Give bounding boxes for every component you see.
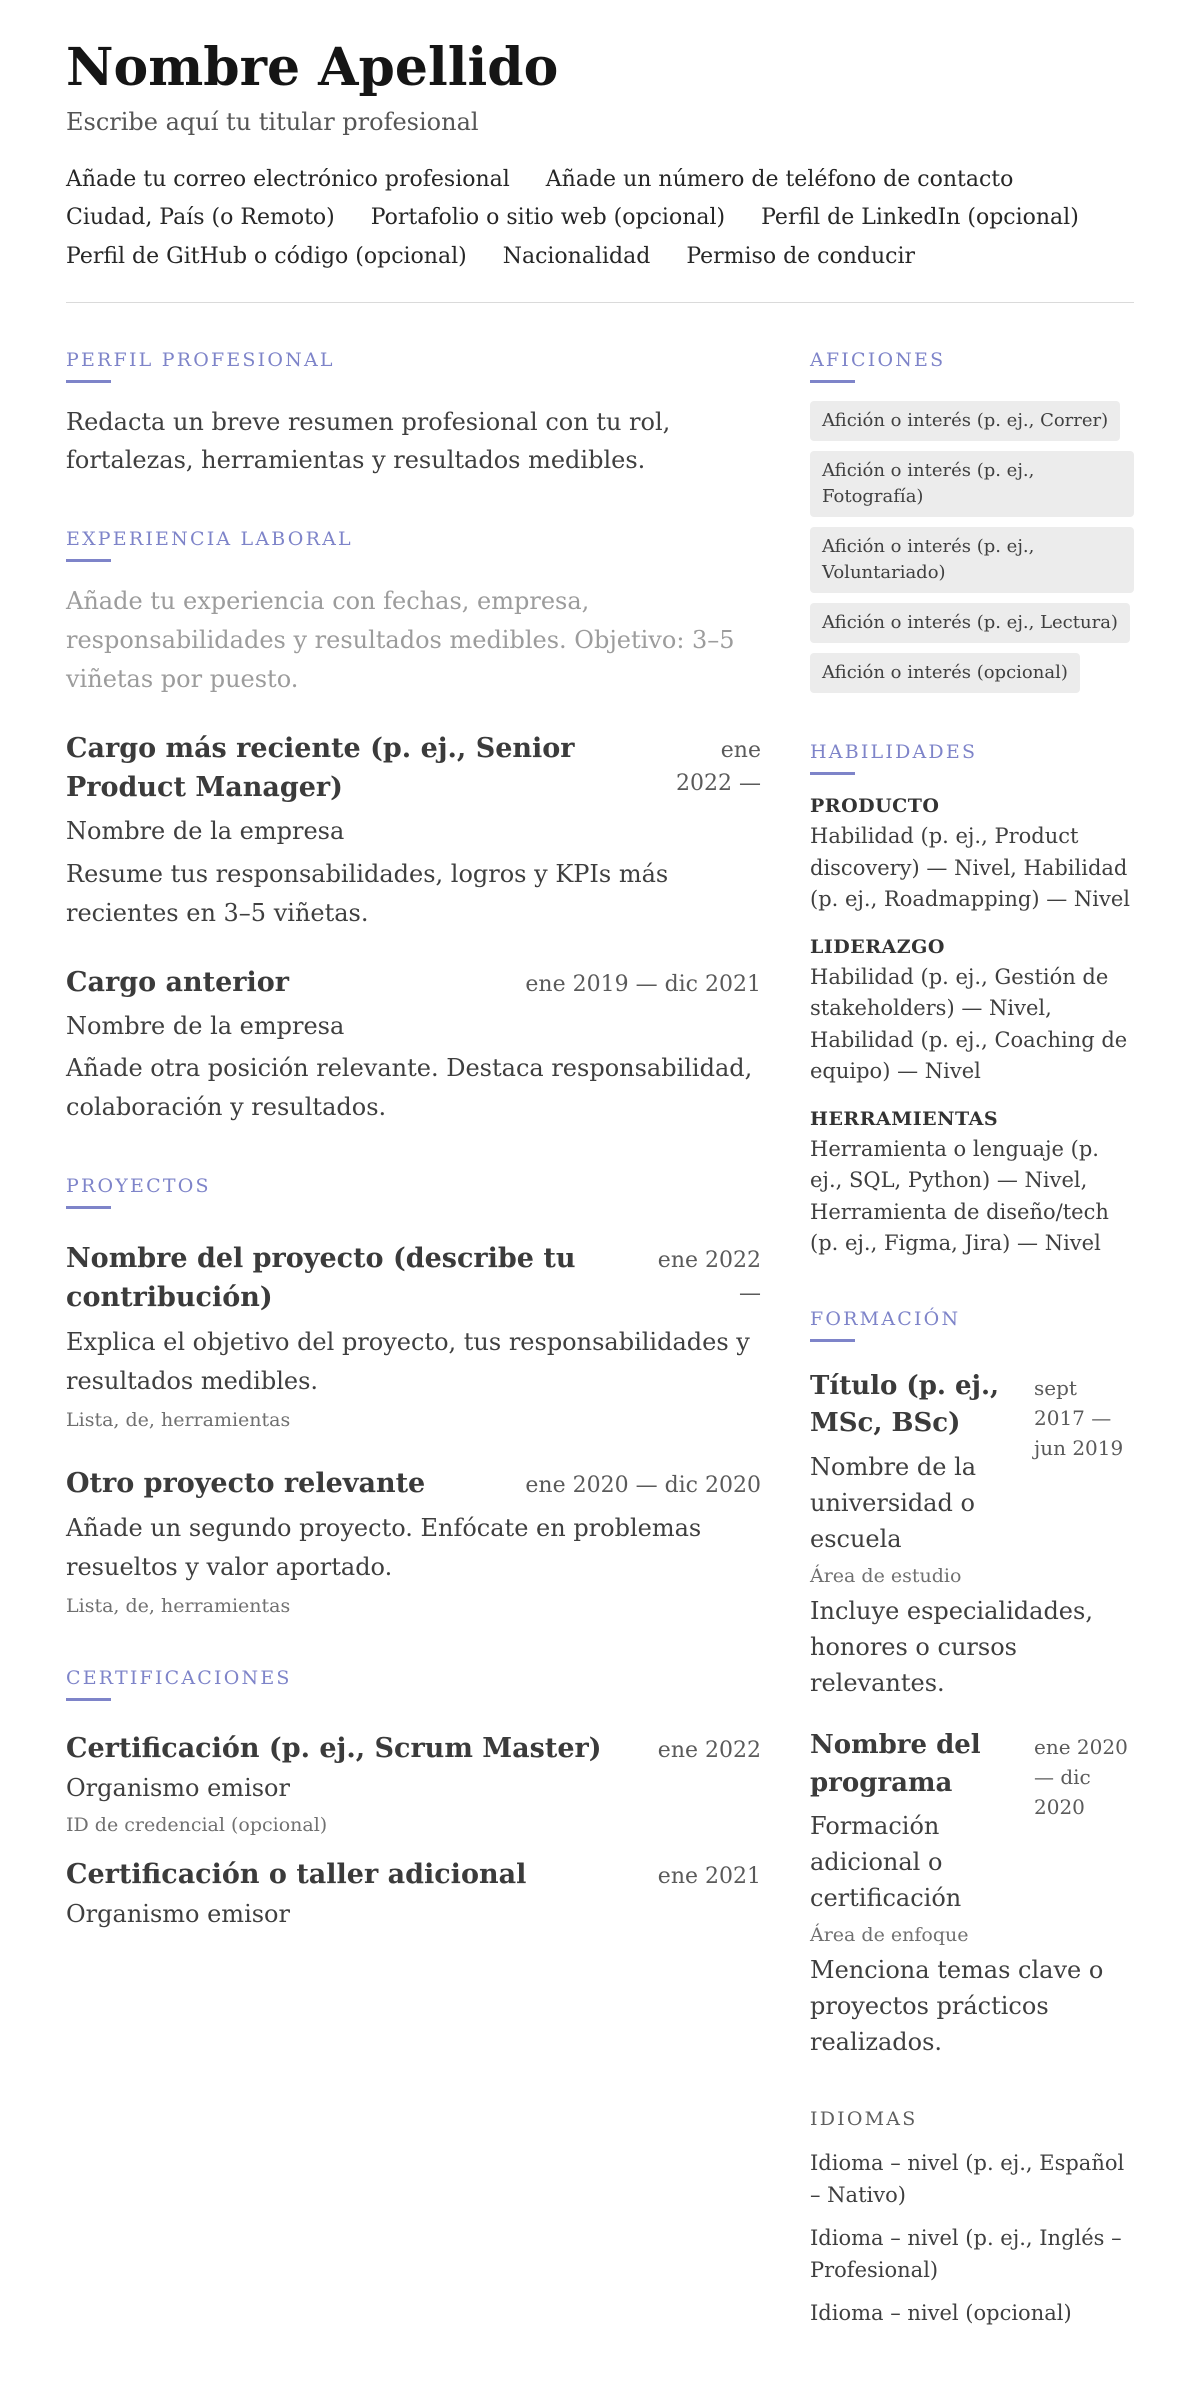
section-rule	[66, 1206, 111, 1209]
project-description: Explica el objetivo del proyecto, tus responsabilidades y resultados medibles.	[66, 1328, 750, 1396]
right-column	[810, 349, 1134, 2330]
left-column	[66, 349, 761, 2330]
experience-entry	[66, 963, 761, 1127]
skill-group	[810, 795, 1134, 916]
entry-head	[66, 1729, 761, 1768]
skill-group-name: LIDERAZGO	[810, 935, 945, 958]
contact-portfolio: Portafolio o sitio web (opcional)	[370, 205, 726, 231]
section-title: FORMACIÓN	[810, 1307, 961, 1330]
project-entry	[66, 1464, 761, 1619]
entry-head	[810, 1368, 1134, 1557]
education-main	[810, 1368, 1020, 1557]
hobby-chip: Afición o interés (p. ej., Lectura)	[810, 603, 1130, 643]
certification-entry	[66, 1729, 761, 1838]
section-experiencia-laboral	[66, 528, 761, 1127]
contact-nationality: Nacionalidad	[502, 243, 651, 269]
skill-group	[810, 936, 1134, 1088]
entry-head	[66, 1855, 761, 1894]
contact-github: Perfil de GitHub o código (opcional)	[66, 243, 467, 269]
company-name: Nombre de la empresa	[66, 1011, 345, 1040]
experience-hint: Añade tu experiencia con fechas, empresa, responsabilidades y resultados medibles. Objetivo: 3–5 viñetas por puesto.	[66, 587, 735, 694]
language-item: Idioma – nivel (p. ej., Inglés – Profesional)	[810, 2226, 1122, 2282]
professional-headline: Escribe aquí tu titular profesional	[66, 107, 479, 136]
section-certificaciones	[66, 1667, 761, 1931]
project-description: Añade un segundo proyecto. Enfócate en problemas resueltos y valor aportado.	[66, 1513, 702, 1581]
project-name: Nombre del proyecto (describe tu contribución)	[66, 1243, 576, 1314]
skill-group-body: Habilidad (p. ej., Product discovery) — Nivel, Habilidad (p. ej., Roadmapping) — Nivel	[810, 824, 1131, 912]
section-habilidades	[810, 741, 1134, 1260]
study-area: Área de enfoque	[810, 1924, 969, 1947]
contact-email: Añade tu correo electrónico profesional	[66, 166, 510, 192]
entry-head	[66, 1239, 761, 1317]
skill-group-name: PRODUCTO	[810, 795, 940, 818]
section-title: IDIOMAS	[810, 2108, 918, 2131]
job-dates: ene 2019 — dic 2021	[525, 971, 761, 997]
hobby-chip: Afición o interés (p. ej., Fotografía)	[810, 451, 1134, 517]
hobby-chip: Afición o interés (opcional)	[810, 653, 1080, 693]
hobby-chip: Afición o interés (p. ej., Voluntariado)	[810, 527, 1134, 593]
education-description: Incluye especialidades, honores o cursos relevantes.	[810, 1597, 1093, 1698]
contact-location: Ciudad, País (o Remoto)	[66, 205, 335, 231]
section-formacion	[810, 1308, 1134, 2061]
education-dates: ene 2020 — dic 2020	[1034, 1735, 1128, 1820]
resume-header	[66, 38, 1134, 303]
certification-issuer: Organismo emisor	[66, 1899, 290, 1928]
section-title: HABILIDADES	[810, 741, 978, 764]
project-dates: ene 2022 —	[657, 1248, 761, 1307]
profile-summary: Redacta un breve resumen profesional con tu rol, fortalezas, herramientas y resultados medibles.	[66, 407, 671, 475]
job-description: Resume tus responsabilidades, logros y KPIs más recientes en 3–5 viñetas.	[66, 859, 669, 927]
entry-head	[66, 963, 761, 1002]
section-rule	[66, 1698, 111, 1701]
certification-name: Certificación (p. ej., Scrum Master)	[66, 1733, 602, 1765]
section-title: PERFIL PROFESIONAL	[66, 348, 335, 371]
section-title: EXPERIENCIA LABORAL	[66, 528, 353, 551]
entry-head	[66, 729, 761, 807]
section-aficiones	[810, 349, 1134, 694]
hobby-chip-list	[810, 401, 1134, 694]
certification-dates: ene 2021	[657, 1863, 761, 1889]
project-dates: ene 2020 — dic 2020	[525, 1472, 761, 1498]
study-area: Área de estudio	[810, 1565, 962, 1588]
job-description: Añade otra posición relevante. Destaca responsabilidad, colaboración y resultados.	[66, 1054, 753, 1122]
language-item: Idioma – nivel (p. ej., Español – Nativo)	[810, 2151, 1125, 2207]
hobby-chip: Afición o interés (p. ej., Correr)	[810, 401, 1120, 441]
entry-head	[810, 1727, 1134, 1916]
job-title: Cargo anterior	[66, 966, 289, 998]
skill-group-body: Herramienta o lenguaje (p. ej., SQL, Python) — Nivel, Herramienta de diseño/tech (p. ej., Figma, Jira) — Nivel	[810, 1136, 1109, 1256]
education-description: Menciona temas clave o proyectos prácticos realizados.	[810, 1956, 1104, 2057]
language-item: Idioma – nivel (opcional)	[810, 2301, 1072, 2326]
section-idiomas	[810, 2108, 1134, 2330]
section-rule	[66, 559, 111, 562]
language-list	[810, 2148, 1134, 2330]
certification-entry	[66, 1855, 761, 1932]
experience-entry	[66, 729, 761, 933]
section-rule	[810, 1339, 855, 1342]
contact-phone: Añade un número de teléfono de contacto	[545, 166, 1014, 192]
header-divider	[66, 302, 1134, 303]
education-main	[810, 1727, 1020, 1916]
certification-credential-id: ID de credencial (opcional)	[66, 1813, 328, 1836]
project-tools: Lista, de, herramientas	[66, 1594, 291, 1617]
contact-linkedin: Perfil de LinkedIn (opcional)	[761, 205, 1079, 231]
education-dates: sept 2017 — jun 2019	[1034, 1375, 1124, 1460]
certification-name: Certificación o taller adicional	[66, 1858, 527, 1890]
job-title: Cargo más reciente (p. ej., Senior Product Manager)	[66, 732, 575, 804]
certification-dates: ene 2022	[657, 1738, 761, 1764]
section-perfil-profesional	[66, 349, 761, 481]
degree-title: Título (p. ej., MSc, BSc)	[810, 1370, 1000, 1439]
school-name: Nombre de la universidad o escuela	[810, 1453, 977, 1554]
resume-body	[66, 349, 1134, 2330]
entry-head	[66, 1464, 761, 1503]
section-title: AFICIONES	[810, 348, 946, 371]
certification-issuer: Organismo emisor	[66, 1774, 290, 1803]
skill-group	[810, 1108, 1134, 1260]
skill-group-body: Habilidad (p. ej., Gestión de stakeholders) — Nivel, Habilidad (p. ej., Coaching de equipo) — Nivel	[810, 964, 1128, 1084]
skill-group-name: HERRAMIENTAS	[810, 1107, 999, 1130]
education-entry	[810, 1727, 1134, 2060]
degree-title: Nombre del programa	[810, 1730, 981, 1798]
company-name: Nombre de la empresa	[66, 817, 345, 846]
section-rule	[66, 380, 111, 383]
contact-driving-license: Permiso de conducir	[686, 243, 916, 269]
person-name: Nombre Apellido	[66, 37, 559, 98]
section-title: PROYECTOS	[66, 1175, 211, 1198]
section-rule	[810, 380, 855, 383]
section-proyectos	[66, 1175, 761, 1619]
project-entry	[66, 1239, 761, 1434]
education-entry	[810, 1368, 1134, 1701]
job-dates: ene 2022 —	[676, 737, 761, 796]
contact-list	[66, 166, 1134, 272]
school-name: Formación adicional o certificación	[810, 1812, 962, 1913]
project-tools: Lista, de, herramientas	[66, 1409, 291, 1432]
section-rule	[810, 772, 855, 775]
section-title: CERTIFICACIONES	[66, 1667, 292, 1690]
project-name: Otro proyecto relevante	[66, 1467, 426, 1499]
